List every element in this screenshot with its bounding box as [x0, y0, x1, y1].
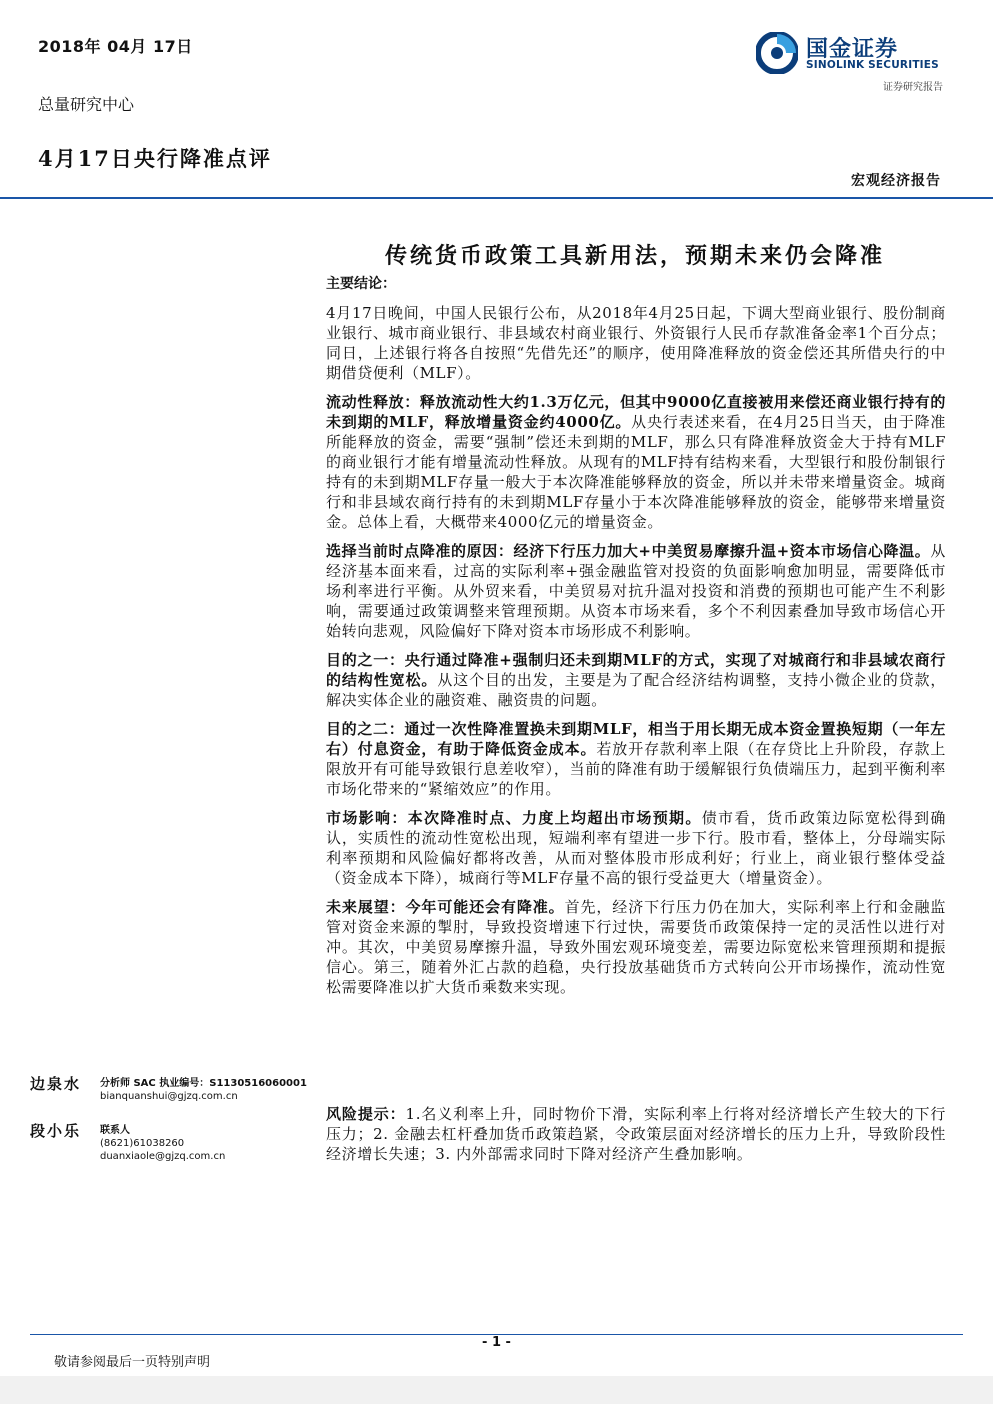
logo-text-en: SINOLINK SECURITIES	[806, 59, 939, 71]
analyst-role: 分析师 SAC 执业编号：S1130516060001	[100, 1078, 307, 1089]
contact-phone: (8621)61038260	[100, 1138, 185, 1149]
paragraph-announcement: 4月17日晚间，中国人民银行公布，从2018年4月25日起，下调大型商业银行、股份制商业银行、城市商业银行、非县域农村商业银行、外资银行人民币存款准备金率1个百分点；同日，上述银行将各自按照“先借先还”的顺序，使用降准释放的资金偿还其所借央行的中期借贷便利（MLF）。	[326, 304, 946, 382]
contact-name: 段小乐	[30, 1122, 82, 1140]
disclaimer-note: 敬请参阅最后一页特别声明	[54, 1355, 211, 1370]
paragraph-purpose-two: 目的之二：通过一次性降准置换未到期MLF，相当于用长期无成本资金置换短期（一年左右）付息资金，有助于降低资金成本。若放开存款利率上限（在存贷比上升阶段，存款上限放开有可能导致银行息差收窄），当前的降准有助于缓解银行负债端压力，起到平衡利率市场化带来的“紧缩效应”的作用。	[326, 720, 947, 798]
sinolink-logo	[756, 30, 946, 80]
main-title: 传统货币政策工具新用法，预期未来仍会降准	[384, 243, 885, 269]
paragraph-outlook: 未来展望：今年可能还会有降准。首先，经济下行压力仍在加大，实际利率上行和金融监管对资金来源的掣肘，导致投资增速下行过快，需要货币政策保持一定的灵活性以进行对冲。其次，中美贸易摩擦升温，导致外围宏观环境变差，需要边际宽松来管理预期和提振信心。第三，随着外汇占款的趋稳，央行投放基础货币方式转向公开市场操作，流动性宽松需要降准以扩大货币乘数来实现。	[326, 898, 946, 996]
analyst-name: 边泉水	[30, 1075, 82, 1093]
report-tagline: 证券研究报告	[883, 82, 943, 93]
paragraph-reasons: 选择当前时点降准的原因：经济下行压力加大+中美贸易摩擦升温+资本市场信心降温。从经济基本面来看，过高的实际利率+强金融监管对投资的负面影响愈加明显，需要降低市场利率进行平衡。从外贸来看，中美贸易对抗升温对投资和消费的预期也可能产生不利影响，需要通过政策调整来管理预期。从资本市场来看，多个不利因素叠加导致市场信心开始转向悲观，风险偏好下降对资本市场形成不利影响。	[326, 542, 946, 640]
summary-label: 主要结论：	[326, 276, 396, 292]
paragraph-liquidity: 流动性释放：释放流动性大约1.3万亿元，但其中9000亿直接被用来偿还商业银行持有的未到期的MLF，释放增量资金约4000亿。从央行表述来看，在4月25日当天，由于降准所能释放的资金，需要“强制”偿还未到期的MLF，那么只有降准释放资金大于持有MLF的商业银行才能有增量流动性释放。从现有的MLF持有结构来看，大型银行和股份制银行持有的未到期MLF存量一般大于本次降准能够释放的资金，所以并未带来增量资金。城商行和非县域农商行持有的未到期MLF存量小于本次降准能够释放的资金，能够带来增量资金。总体上看，大概带来4000亿元的增量资金。	[326, 393, 946, 531]
paragraph-risk: 风险提示：1.名义利率上升，同时物价下滑，实际利率上行将对经济增长产生较大的下行压力；2. 金融去杠杆叠加货币政策趋紧，令政策层面对经济增长的压力上升，导致阶段性经济增长失速；3. 内外部需求同时下降对经济产生叠加影响。	[326, 1105, 946, 1163]
page-number: - 1 -	[482, 1335, 511, 1350]
analyst-email[interactable]: bianquanshui@gjzq.com.cn	[100, 1091, 238, 1102]
paragraph-purpose-one: 目的之一：央行通过降准+强制归还未到期MLF的方式，实现了对城商行和非县域农商行的结构性宽松。从这个目的出发，主要是为了配合经济结构调整，支持小微企业的贷款，解决实体企业的融资难、融资贵的问题。	[326, 651, 947, 709]
report-type: 宏观经济报告	[851, 173, 941, 189]
summary-body	[326, 303, 946, 1006]
logo-text-cn: 国金证券	[806, 37, 899, 62]
logo-mark-icon	[756, 32, 798, 74]
paragraph-market-impact: 市场影响：本次降准时点、力度上均超出市场预期。债市看，货币政策边际宽松得到确认，实质性的流动性宽松出现，短端利率有望进一步下行。股市看，整体上，分母端实际利率预期和风险偏好都将改善，从而对整体股市形成利好；行业上，商业银行整体受益（资金成本下降），城商行等MLF存量不高的银行受益更大（增量资金）。	[326, 809, 946, 887]
report-date: 2018年 04月 17日	[38, 37, 193, 56]
analyst-info	[100, 1077, 307, 1103]
page-bottom-band	[0, 1376, 993, 1404]
contact-role: 联系人	[100, 1125, 130, 1136]
header-divider	[0, 197, 993, 199]
analyst-block	[30, 1073, 310, 1183]
risk-section	[326, 1104, 946, 1173]
contact-email[interactable]: duanxiaole@gjzq.com.cn	[100, 1151, 226, 1162]
research-center: 总量研究中心	[38, 95, 135, 114]
contact-info	[100, 1124, 225, 1163]
document-title: 4月17日央行降准点评	[38, 146, 272, 171]
